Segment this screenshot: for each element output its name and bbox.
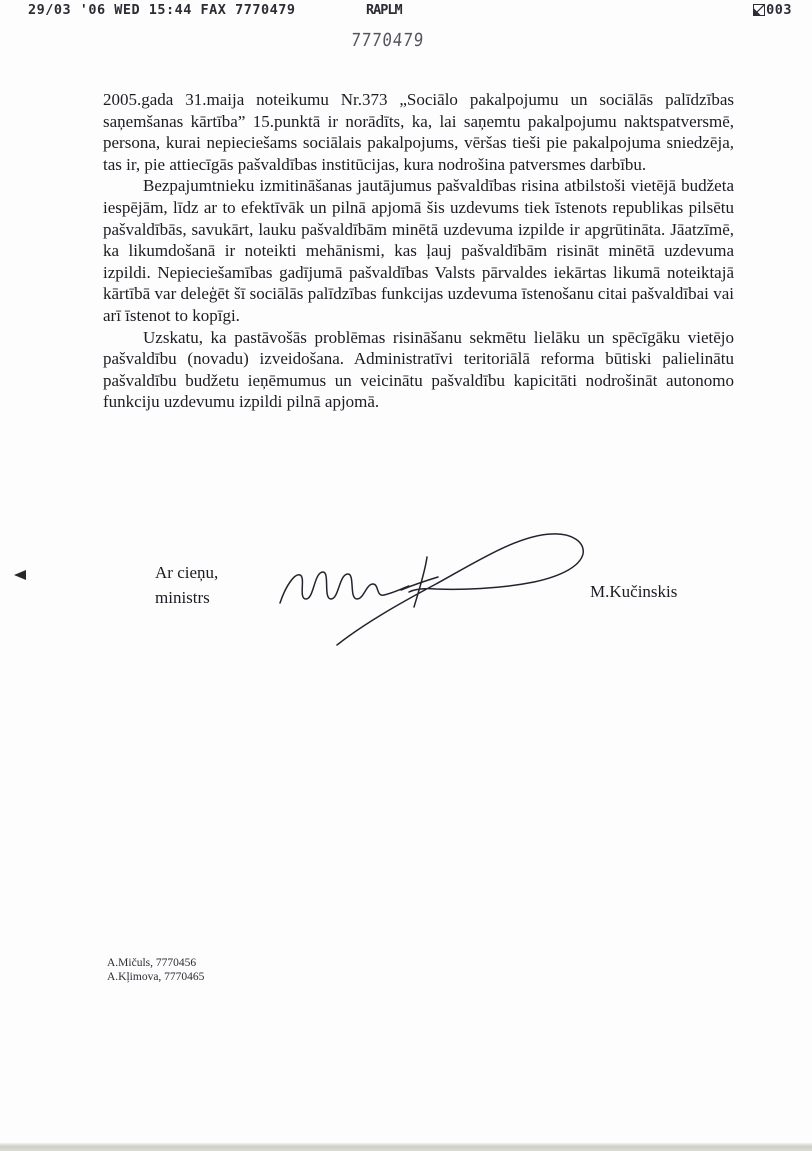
fax-number-stamp: 7770479 — [350, 30, 425, 51]
handwritten-signature — [266, 527, 596, 649]
fax-transmission-header — [0, 2, 812, 18]
left-margin-arrow-mark — [14, 570, 26, 580]
scan-bottom-edge-artifact — [0, 1143, 812, 1151]
letter-paragraph: Bezpajumtnieku izmitināšanas jautājumus pašvaldības risina atbilstoši vietējā budžeta iespējām, līdz ar to efektīvāk un pilnā apjomā šis uzdevums tiek īstenots republikas pilsētu pašvaldībās, savukārt, lauku pašvaldībām minētā uzdevuma izpilde ir apgrūtināta. Jāatzīmē, ka likumdošanā ir noteikti mehānismi, kas ļauj pašvaldībām risināt minētā uzdevuma izpildi. Nepieciešamības gadījumā pašvaldības Valsts pārvaldes iekārtas likumā noteiktajā kārtībā var deleģēt šī sociālās palīdzības funkcijas uzdevuma īstenošanu citai pašvaldībai vai arī īstenot to kopīgi. — [103, 176, 734, 325]
letter-paragraph: Uzskatu, ka pastāvošās problēmas risināšanu sekmētu lielāku un spēcīgāku vietējo pašvaldību (novadu) izveidošana. Administratīvi teritoriālā reforma būtiski palielinātu pašvaldību budžetu ieņēmumus un veicinātu pašvaldību kapicitāti nodrošināt autonomo funkciju uzdevumu izpildi pilnā apjomā. — [103, 327, 734, 412]
closing-label — [155, 560, 218, 610]
closing-title: ministrs — [155, 588, 210, 607]
contact-footer — [107, 956, 204, 984]
contact-line: A.Kļimova, 7770465 — [107, 971, 205, 983]
closing-salutation: Ar cieņu, — [155, 563, 219, 582]
signer-name: M.Kučinskis — [590, 582, 678, 601]
fax-header-page-counter — [753, 2, 792, 18]
contact-line: A.Mičuls, 7770456 — [107, 957, 197, 969]
fax-page-number: 003 — [766, 2, 792, 18]
fax-header-sender: RAPLM — [366, 2, 402, 18]
letter-paragraph: 2005.gada 31.maija noteikumu Nr.373 „Sociālo pakalpojumu un sociālās palīdzības saņemšanas kārtība” 15.punktā ir norādīts, ka, lai saņemtu pakalpojumu naktspatversmē, persona, kurai nepieciešams sociālais pakalpojums, vēršas tieši pie pakalpojuma sniedzēja, tas ir, pie attiecīgās pašvaldības institūcijas, kura nodrošina patversmes darbību. — [103, 90, 734, 174]
fax-page-icon — [753, 4, 765, 16]
letter-body — [103, 89, 734, 413]
fax-header-timestamp: 29/03 '06 WED 15:44 FAX 7770479 — [28, 2, 296, 18]
